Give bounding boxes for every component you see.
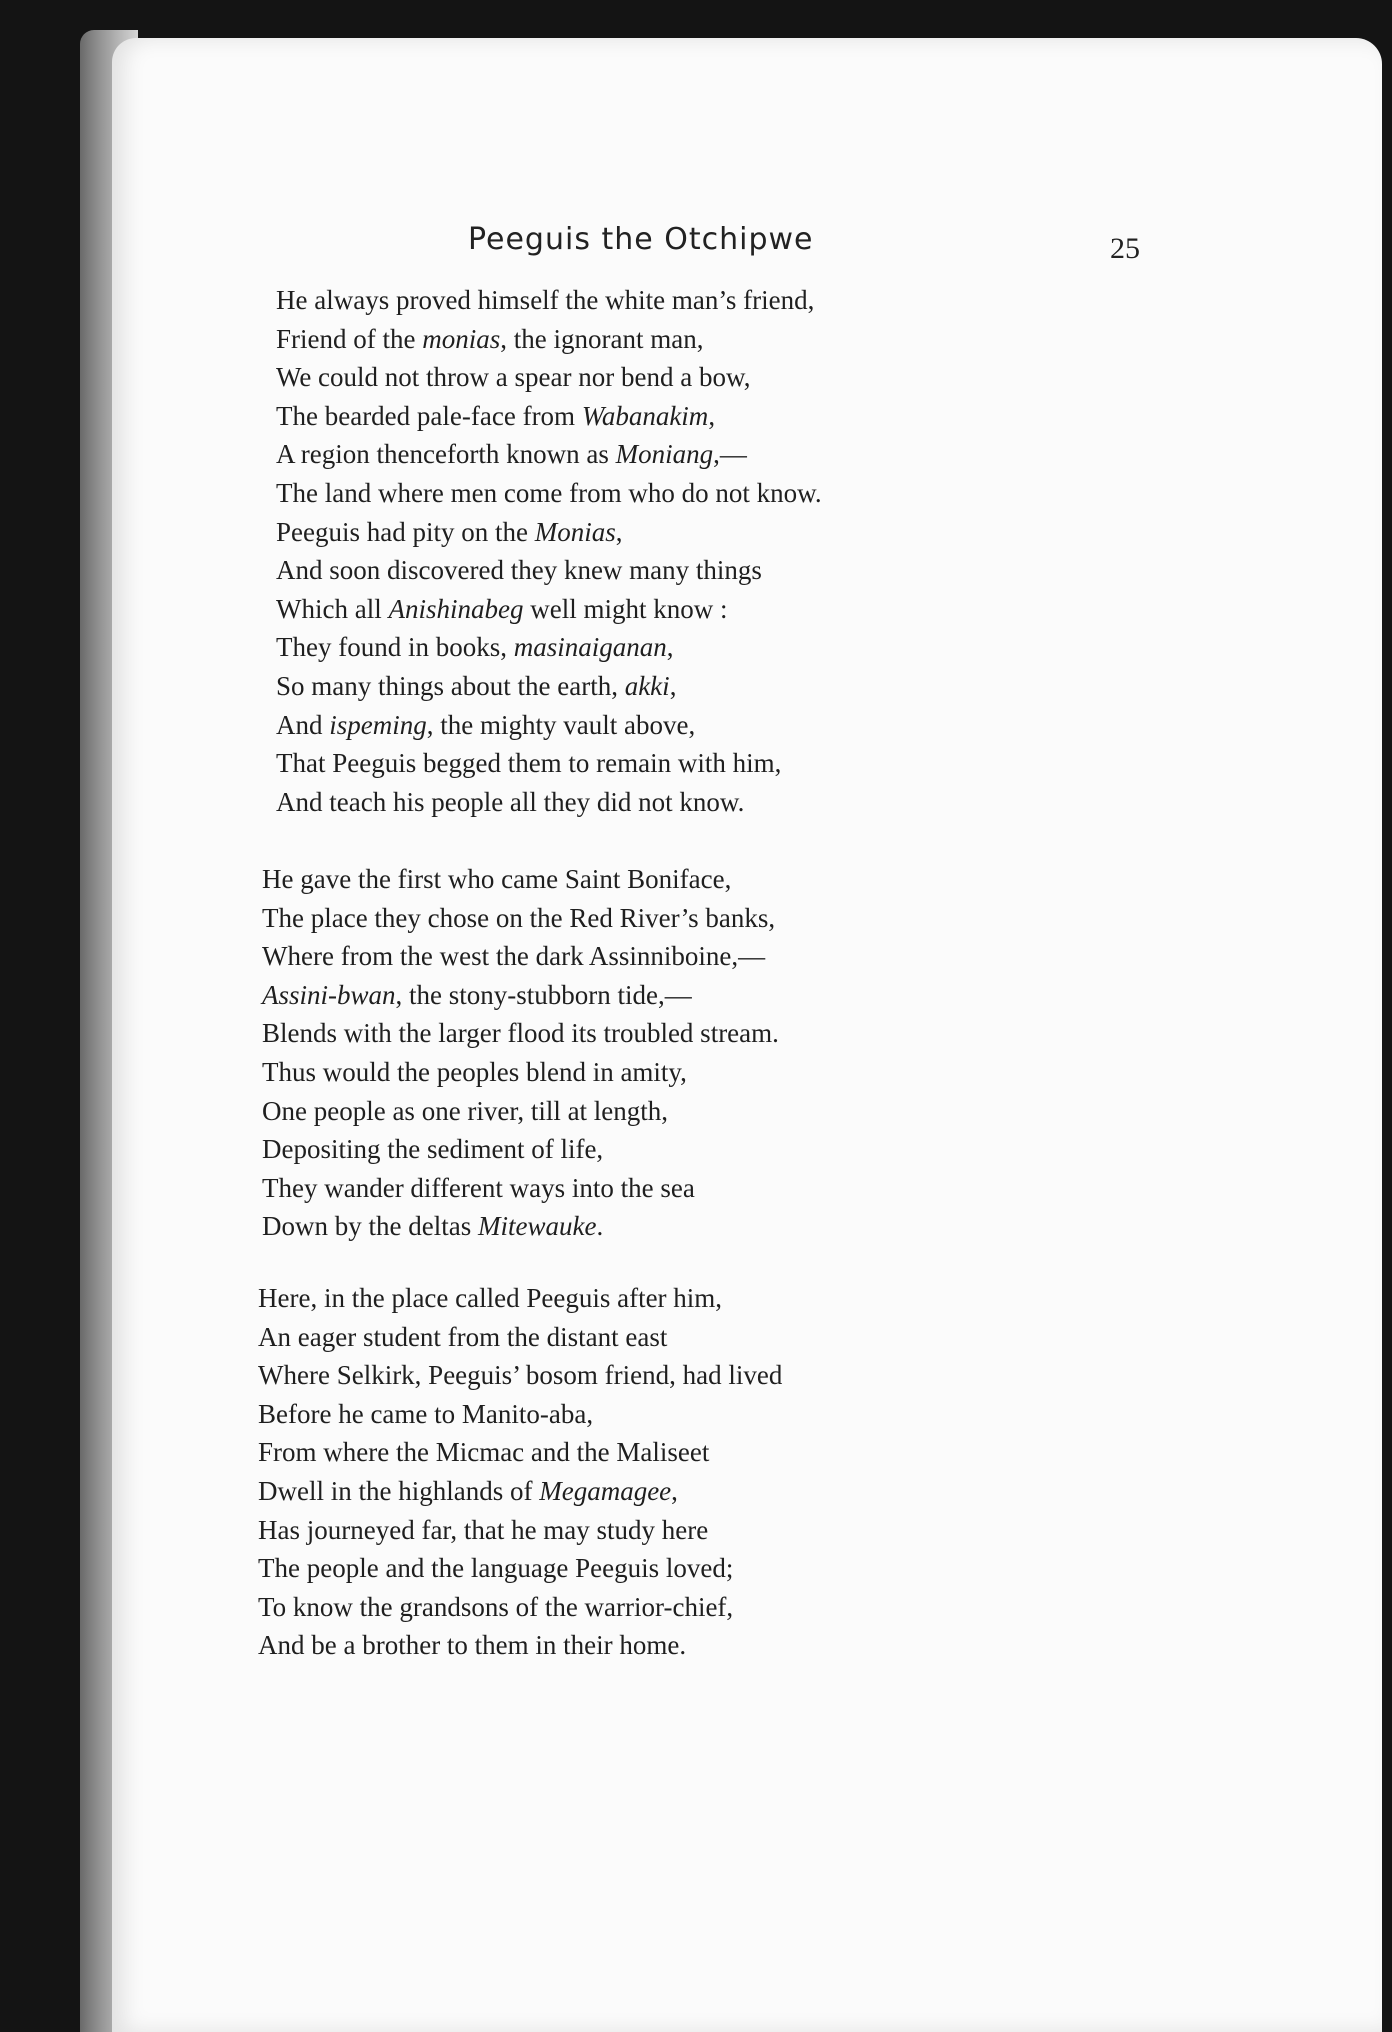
poem-line [262,1092,779,1131]
line-text: And be a brother to them in their home. [258,1630,687,1661]
line-text: well might know : [523,593,728,624]
poem-line [276,513,822,552]
poem-line [258,1626,782,1665]
line-text: That Peeguis begged them to remain with him, [276,748,782,779]
poem-line [276,706,822,745]
line-text: An eager student from the distant east [258,1321,668,1352]
poem-line [262,937,779,976]
line-text: And soon discovered they knew many things [276,555,762,586]
poem-line [262,1169,779,1208]
line-text: He gave the first who came Saint Boniface, [262,864,732,894]
line-text: , the ignorant man, [500,323,704,354]
poem-line [262,1014,779,1053]
line-text: And teach his people all they did not know. [276,786,745,817]
poem-line [276,628,822,667]
italic-word: akki [624,670,670,701]
italic-word: Wabanakim [581,400,709,431]
poem-line [258,1511,782,1550]
poem-line [262,976,779,1015]
poem-line [258,1472,782,1511]
poem-line [258,1356,782,1395]
line-text: , [615,516,623,547]
poem-line [276,783,822,822]
poem-line [258,1279,782,1318]
line-text: Here, in the place called Peeguis after him, [258,1283,723,1313]
line-text: Before he came to Manito-aba, [258,1398,594,1429]
line-text: The people and the language Peeguis loved; [258,1553,734,1584]
line-text: , the mighty vault above, [426,709,696,740]
poem-line [276,358,822,397]
line-text: , [708,400,716,431]
line-text: To know the grandsons of the warrior-chief, [258,1591,734,1622]
line-text: Depositing the sediment of life, [262,1134,604,1165]
stanza-2 [262,860,779,1246]
poem-line [258,1433,782,1472]
poem-line [258,1395,782,1434]
poem-line [276,744,822,783]
poem-line [276,551,822,590]
italic-word: Moniang [615,439,714,470]
line-text: The place they chose on the Red River’s banks, [262,902,776,933]
stanza-3 [258,1279,782,1665]
poem-line [258,1549,782,1588]
line-text: Has journeyed far, that he may study here [258,1514,709,1545]
line-text: Down by the deltas [262,1211,478,1242]
poem-line [262,1130,779,1169]
poem-line [276,397,822,436]
italic-word: masinaiganan [513,632,667,663]
italic-word: Mitewauke [477,1211,597,1242]
poem-line [262,1207,779,1246]
stanza-1 [276,281,822,821]
line-text: Thus would the peoples blend in amity, [262,1056,687,1087]
italic-word: Megamagee [539,1475,672,1506]
line-text: ,— [713,439,747,470]
italic-word: ispeming [329,709,427,740]
line-text: The bearded pale-face from [276,400,582,431]
line-text: Peeguis had pity on the [276,516,535,547]
line-text: One people as one river, till at length, [262,1095,669,1126]
poem-line [276,474,822,513]
line-text: Which all [276,593,389,624]
line-text: We could not throw a spear nor bend a bow, [276,362,751,393]
line-text: They found in books, [276,632,514,663]
poem-line [276,320,822,359]
line-text: So many things about the earth, [276,670,625,701]
poem-line [276,281,822,320]
line-text: And [276,709,330,740]
italic-word: monias [422,323,501,354]
line-text: The land where men come from who do not know. [276,477,822,508]
line-text: Where from the west the dark Assinniboine,— [262,941,766,972]
poem-line [258,1588,782,1627]
poem-line [276,590,822,629]
line-text: He always proved himself the white man’s friend, [276,285,815,315]
poem-line [262,899,779,938]
italic-word: Monias [534,516,616,547]
line-text: , [671,1475,678,1506]
poem-line [276,667,822,706]
line-text: A region thenceforth known as [276,439,616,470]
line-text: Friend of the [276,323,423,354]
line-text: From where the Micmac and the Maliseet [258,1437,710,1468]
line-text: Where Selkirk, Peeguis’ bosom friend, had lived [258,1360,783,1391]
line-text: , [666,632,674,663]
line-text: . [596,1211,604,1242]
italic-word: Anishinabeg [388,593,524,624]
page-number: 25 [1110,232,1140,265]
line-text: , the stony-stubborn tide,— [395,979,692,1010]
italic-word: Assini-bwan [262,979,396,1010]
poem-line [258,1318,782,1357]
line-text: Blends with the larger flood its troubled stream. [262,1018,779,1049]
poem-line [262,860,779,899]
line-text: They wander different ways into the sea [262,1172,695,1203]
running-head: Peeguis the Otchipwe [468,222,814,257]
poem-line [262,1053,779,1092]
line-text: , [669,670,677,701]
line-text: Dwell in the highlands of [258,1475,540,1506]
poem-line [276,435,822,474]
